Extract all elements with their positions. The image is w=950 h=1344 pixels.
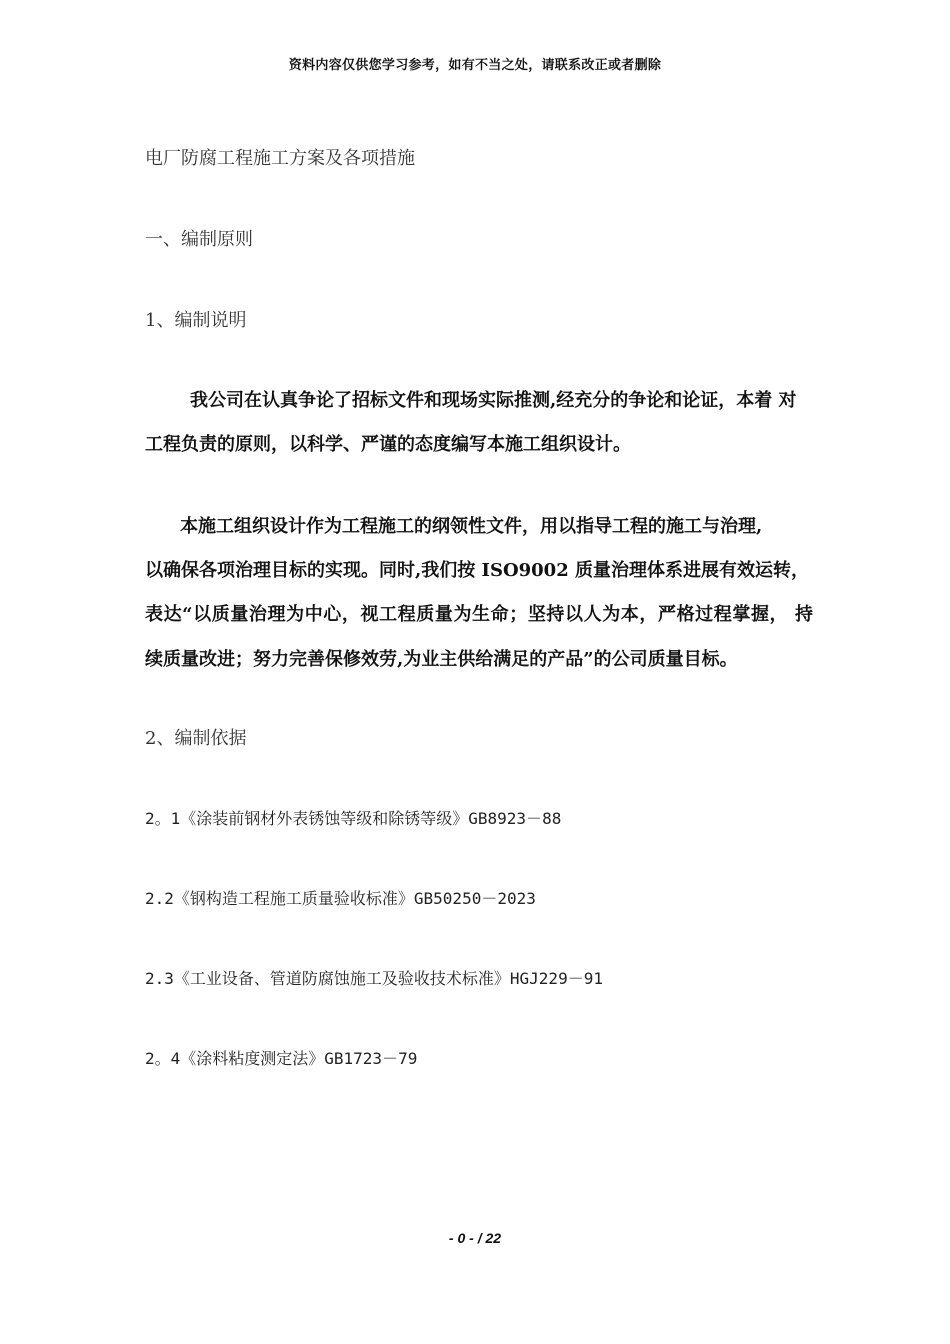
paragraph-2-line-2: 以确保各项治理目标的实现。同时,我们按 ISO9002 质量治理体系进展有效运转， xyxy=(145,560,809,581)
paragraph-2-line-3: 表达“以质量治理为中心，视工程质量为生命；坚持以人为本，严格过程掌握， 持 xyxy=(145,604,813,625)
subsection-heading-basis: 2、编制依据 xyxy=(145,728,247,749)
reference-item: 2.3《工业设备、管道防腐蚀施工及验收技术标准》HGJ229－91 xyxy=(145,969,603,988)
header-disclaimer: 资料内容仅供您学习参考，如有不当之处，请联系改正或者删除 xyxy=(288,58,662,73)
paragraph-1-line-2: 工程负责的原则，以科学、严谨的态度编写本施工组织设计。 xyxy=(145,434,631,455)
paragraph-2-line-4: 续质量改进；努力完善保修效劳,为业主供给满足的产品”的公司质量目标。 xyxy=(145,649,738,670)
reference-item: 2.2《钢构造工程施工质量验收标准》GB50250－2023 xyxy=(145,889,536,908)
paragraph-1-line-1: 我公司在认真争论了招标文件和现场实际推测,经充分的争论和论证，本着 对 xyxy=(190,390,797,411)
reference-item: 2。4《涂料粘度测定法》GB1723－79 xyxy=(145,1049,418,1068)
page-number: - 0 - / 22 xyxy=(448,1230,502,1246)
section-heading-principles: 一、编制原则 xyxy=(145,229,253,250)
document-title: 电厂防腐工程施工方案及各项措施 xyxy=(145,148,415,169)
subsection-heading-description: 1、编制说明 xyxy=(145,310,247,331)
reference-item: 2。1《涂装前钢材外表锈蚀等级和除锈等级》GB8923－88 xyxy=(145,809,562,828)
paragraph-2-line-1: 本施工组织设计作为工程施工的纲领性文件，用以指导工程的施工与治理, xyxy=(180,516,763,537)
